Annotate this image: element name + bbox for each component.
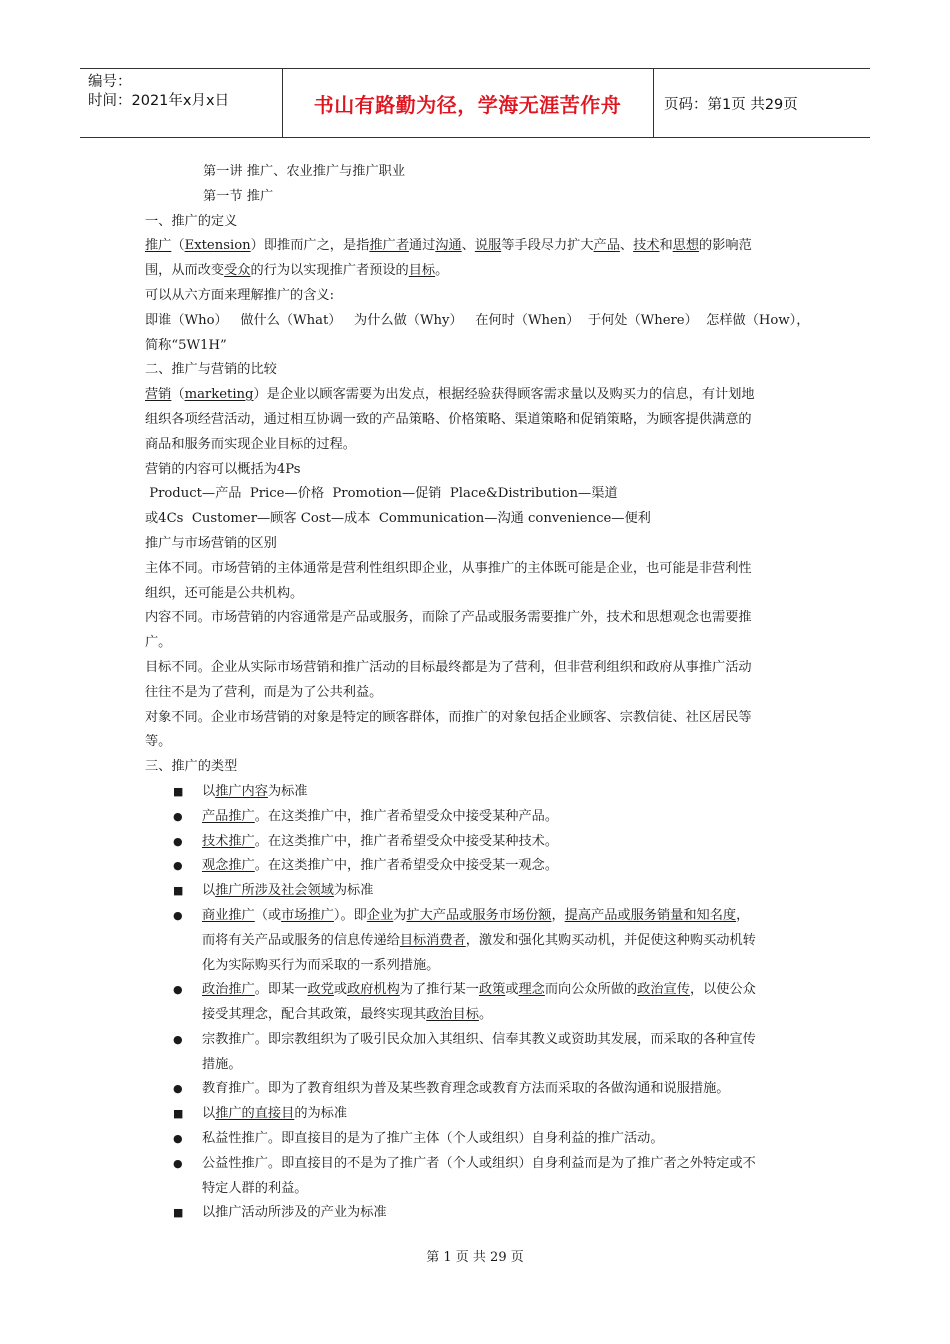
link-term: 政治宣传 xyxy=(637,982,690,998)
link-term: 政党 xyxy=(307,982,334,998)
page-footer: 第 1 页 共 29 页 xyxy=(426,1250,524,1265)
cs-line: 或4Cs Customer—顾客 Cost—成本 Communication—沟通 convenience—便利 xyxy=(145,511,651,527)
four-ps-text: 营销的内容可以概括为4Ps xyxy=(145,461,301,477)
link-term: 沟通 xyxy=(435,238,462,254)
five-w-line: 即谁（Who） 做什么（What） 为什么做（Why） 在何时（When） 于何处（Where） 怎样做（How）， xyxy=(145,312,810,328)
marketing-paragraph-line: 营销（marketing）是企业以顾客需要为出发点，根据经验获得顾客需求量以及购买力的信息，有计划地 xyxy=(145,387,755,403)
link-term: 政治目标 xyxy=(426,1007,479,1023)
link-term: 政府机构 xyxy=(347,982,400,998)
link-term: 推广 xyxy=(145,238,172,254)
section-title: 第一节 推广 xyxy=(203,188,274,204)
heading-definition: 一、推广的定义 xyxy=(145,213,238,229)
list-item: ■ 以推广内容为标准 xyxy=(145,780,813,805)
header-divider xyxy=(653,69,654,137)
link-term: 观念推广 xyxy=(202,858,255,874)
difference-subject: 主体不同。市场营销的主体通常是营利性组织即企业，从事推广的主体既可能是企业，也可能是非营利性 xyxy=(145,560,752,576)
list-item: ● 政治推广。即某一政党或政府机构为了推行某一政策或理念而向公众所做的政治宣传，以使公众 接受其理念，配合其政策，最终实现其政治目标。 xyxy=(145,978,813,1028)
circle-bullet-icon: ● xyxy=(173,809,183,823)
square-bullet-icon: ■ xyxy=(173,1206,184,1220)
marketing-paragraph-line: 组织各项经营活动，通过相互协调一致的产品策略、价格策略、渠道策略和促销策略，为顾客提供满意的 xyxy=(145,411,752,427)
link-term: 扩大产品或服务市场份额 xyxy=(406,907,552,923)
link-term: 思想 xyxy=(672,238,700,254)
link-term: 理念 xyxy=(518,982,545,998)
abbreviation-text: 简称“5W1H” xyxy=(145,337,227,353)
link-term: 技术 xyxy=(633,238,660,254)
list-item: ● 产品推广。在这类推广中，推广者希望受众中接受某种产品。 xyxy=(145,805,813,830)
list-item: ● 宗教推广。即宗教组织为了吸引民众加入其组织、信奉其教义或资助其发展，而采取的各种宣传 措施。 xyxy=(145,1028,813,1078)
link-term: 目标 xyxy=(408,263,436,279)
link-term: 推广的直接目 xyxy=(215,1106,295,1122)
definition-paragraph-line: 围，从而改变受众的行为以实现推广者预设的目标。 xyxy=(145,263,449,279)
link-term: marketing xyxy=(184,387,254,403)
marketing-paragraph-line: 商品和服务而实现企业目标的过程。 xyxy=(145,436,356,452)
list-item: ● 观念推广。在这类推广中，推广者希望受众中接受某一观念。 xyxy=(145,854,813,879)
difference-goal: 目标不同。企业从实际市场营销和推广活动的目标最终都是为了营利，但非营利组织和政府从事推广活动 xyxy=(145,659,752,675)
page-header xyxy=(80,68,870,138)
circle-bullet-icon: ● xyxy=(173,1032,183,1046)
square-bullet-icon: ■ xyxy=(173,784,184,798)
link-term: 提高产品或服务销量和知名度 xyxy=(564,907,737,923)
difference-content: 广。 xyxy=(145,635,172,651)
list-item: ■ 以推广所涉及社会领域为标准 xyxy=(145,879,813,904)
header-motto: 书山有路勤为径，学海无涯苦作舟 xyxy=(313,93,622,117)
circle-bullet-icon: ● xyxy=(173,859,183,873)
list-item: ● 教育推广。即为了教育组织为普及某些教育理念或教育方法而采取的各做沟通和说服措施。 xyxy=(145,1077,813,1102)
link-term: 企业 xyxy=(366,907,394,923)
link-term: 推广所涉及社会领域 xyxy=(215,883,334,899)
link-term: 商业推广 xyxy=(202,907,255,923)
difference-content: 内容不同。市场营销的内容通常是产品或服务，而除了产品或服务需要推广外，技术和思想观念也需要推 xyxy=(145,610,752,626)
header-page-info: 页码：第1页 共29页 xyxy=(664,97,798,113)
six-aspects-text: 可以从六方面来理解推广的含义: xyxy=(145,287,335,303)
difference-object: 对象不同。企业市场营销的对象是特定的顾客群体，而推广的对象包括企业顾客、宗教信徒、社区居民等 xyxy=(145,709,752,725)
link-term: 产品推广 xyxy=(202,808,255,824)
circle-bullet-icon: ● xyxy=(173,1156,183,1170)
link-term: 技术推广 xyxy=(202,833,255,849)
link-term: 政治推广 xyxy=(202,982,255,998)
difference-title: 推广与市场营销的区别 xyxy=(145,535,277,551)
header-meta xyxy=(88,73,229,111)
link-term: 政策 xyxy=(478,982,506,998)
list-item: ● 公益性推广。即直接目的不是为了推广者（个人或组织）自身利益而是为了推广者之外特定或不 特定人群的利益。 xyxy=(145,1152,813,1202)
definition-paragraph-line: 推广（Extension）即推而广之，是指推广者通过沟通、说服等手段尽力扩大产品、技术和思想的影响范 xyxy=(145,238,752,254)
lecture-title: 第一讲 推广、农业推广与推广职业 xyxy=(203,164,406,179)
list-item: ● 技术推广。在这类推广中，推广者希望受众中接受某种技术。 xyxy=(145,830,813,855)
circle-bullet-icon: ● xyxy=(173,1082,183,1096)
link-term: 营销 xyxy=(145,387,172,403)
link-term: 目标消费者 xyxy=(399,932,466,948)
square-bullet-icon: ■ xyxy=(173,1107,184,1121)
difference-goal: 往往不是为了营利，而是为了公共利益。 xyxy=(145,684,383,700)
circle-bullet-icon: ● xyxy=(173,908,183,922)
list-item: ■ 以推广的直接目的为标准 xyxy=(145,1102,813,1127)
heading-comparison: 二、推广与营销的比较 xyxy=(145,362,277,378)
circle-bullet-icon: ● xyxy=(173,983,183,997)
link-term: Extension xyxy=(184,238,251,254)
difference-object: 等。 xyxy=(145,734,172,750)
circle-bullet-icon: ● xyxy=(173,1132,183,1146)
ps-line: Product—产品 Price—价格 Promotion—促销 Place&Distribution—渠道 xyxy=(145,486,618,502)
square-bullet-icon: ■ xyxy=(173,884,184,898)
heading-types: 三、推广的类型 xyxy=(145,759,238,775)
link-term: 推广内容 xyxy=(215,783,268,799)
link-term: 受众 xyxy=(224,263,251,279)
serial-label: 编号： xyxy=(88,74,132,90)
link-term: 产品 xyxy=(593,238,620,254)
link-term: 市场推广 xyxy=(281,907,334,923)
link-term: 说服 xyxy=(474,238,502,254)
document-body xyxy=(145,160,813,1226)
difference-subject: 组织，还可能是公共机构。 xyxy=(145,585,304,601)
link-term: 推广者 xyxy=(369,238,409,254)
list-item: ■ 以推广活动所涉及的产业为标准 xyxy=(145,1201,813,1226)
time-label: 时间：2021年x月x日 xyxy=(88,93,230,109)
list-item: ● 商业推广（或市场推广）。即企业为扩大产品或服务市场份额，提高产品或服务销量和知名度， 而将有关产品或服务的信息传递给目标消费者，激发和强化其购买动机，并促使这种购买动机转 化为实际购买行为而采取的一系列措施。 xyxy=(145,904,813,978)
list-item: ● 私益性推广。即直接目的是为了推广主体（个人或组织）自身利益的推广活动。 xyxy=(145,1127,813,1152)
circle-bullet-icon: ● xyxy=(173,834,183,848)
